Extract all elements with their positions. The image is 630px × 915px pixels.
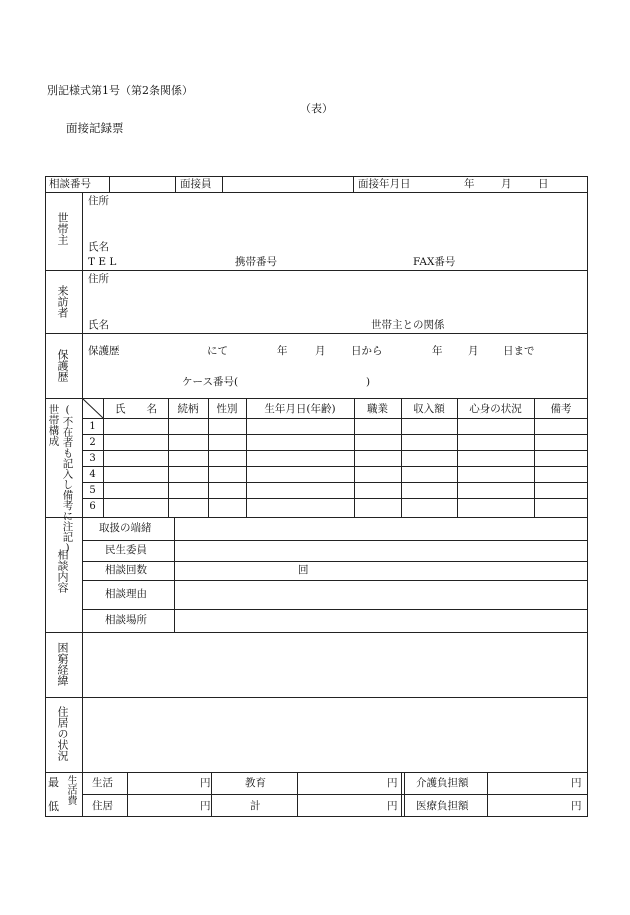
line-household (45, 270, 588, 271)
month1-label: 月 (315, 345, 326, 357)
header-diagonal (82, 398, 104, 419)
yen-label: 円 (571, 800, 582, 812)
relation-label: 世帯主との関係 (371, 319, 445, 331)
count-label: 相談回数 (105, 564, 147, 576)
form-title: 別記様式第1号（第2条関係） (47, 84, 193, 97)
year2-label: 年 (432, 345, 443, 357)
history-label: 保護歴 (88, 345, 120, 357)
line-hardship (45, 697, 588, 698)
household-address-label: 住所 (88, 195, 109, 207)
medical-label: 医療負担額 (416, 800, 469, 812)
housing-label: 住居の状況 (56, 706, 69, 761)
consultation-label: 相談内容 (56, 549, 69, 593)
col-header-relation: 続柄 (177, 403, 199, 415)
consult-no-label: 相談番号 (49, 178, 91, 190)
year-label: 年 (464, 178, 475, 190)
living-label-a-1: 最 (48, 776, 59, 789)
line-consultation (45, 632, 588, 633)
yen-label: 円 (387, 800, 398, 812)
col-header-occupation: 職業 (367, 403, 388, 415)
row-number: 4 (89, 469, 96, 480)
row-number: 2 (89, 437, 96, 448)
place-label: 相談場所 (105, 614, 147, 626)
until-label: 日まで (503, 345, 535, 357)
household-name-label: 氏名 (88, 241, 109, 253)
interview-date-label: 面接年月日 (358, 178, 411, 190)
yen-label: 円 (200, 777, 211, 789)
visitor-address-label: 住所 (88, 273, 109, 285)
line-protection (45, 398, 588, 399)
side-label: （表） (300, 102, 333, 115)
case-no-close: ) (366, 376, 371, 388)
form-frame (45, 176, 588, 817)
month2-label: 月 (468, 345, 479, 357)
col-header-income: 収入額 (413, 403, 445, 415)
fax-label: FAX番号 (413, 256, 456, 268)
line-composition (45, 517, 588, 518)
mobile-label: 携帯番号 (235, 256, 277, 268)
year1-label: 年 (277, 345, 288, 357)
house-label: 住居 (92, 800, 113, 812)
yen-label: 円 (200, 800, 211, 812)
edu-label: 教育 (245, 777, 266, 789)
welfare-label: 民生委員 (105, 544, 147, 556)
care-label: 介護負担額 (416, 777, 469, 789)
yen-label: 円 (571, 777, 582, 789)
row-number: 5 (89, 485, 96, 496)
times-label: 回 (298, 564, 309, 576)
month-label: 月 (501, 178, 512, 190)
day-label: 日 (538, 178, 549, 190)
protection-label: 保護歴 (56, 349, 69, 382)
col-header-sex: 性別 (216, 403, 238, 415)
life-label: 生活 (92, 777, 113, 789)
case-no-label: ケース番号( (182, 376, 239, 388)
visitor-label: 来訪者 (56, 285, 69, 318)
col-header-birthdate: 生年月日(年齢) (264, 403, 336, 415)
living-label-b: 生活費 (65, 775, 76, 805)
from-label: 日から (351, 345, 383, 357)
yen-label: 円 (387, 777, 398, 789)
line-visitor (45, 333, 588, 334)
composition-label-note: (不在者も記入し備考に注記) (61, 404, 74, 554)
hardship-label: 困窮経緯 (56, 642, 69, 686)
col-header-condition: 心身の状況 (469, 403, 522, 415)
col-header-remarks: 備考 (550, 403, 572, 415)
reason-label: 相談理由 (105, 588, 147, 600)
total-label: 計 (250, 800, 261, 812)
tel-label: T E L (88, 256, 117, 268)
household-label: 世帯主 (56, 212, 69, 245)
handling-label: 取扱の端緒 (99, 522, 152, 534)
living-label-a-2: 低 (48, 800, 59, 813)
col-header-name: 氏 名 (115, 403, 157, 415)
doc-title: 面接記録票 (66, 121, 124, 135)
row-number: 3 (89, 453, 96, 464)
at-label: にて (207, 345, 228, 357)
composition-label-main: 世帯構成 (47, 404, 60, 446)
row-number: 6 (89, 501, 96, 512)
interviewer-label: 面接員 (180, 178, 212, 190)
row-number: 1 (89, 421, 96, 432)
visitor-name-label: 氏名 (88, 319, 109, 331)
line-row1 (45, 192, 588, 193)
